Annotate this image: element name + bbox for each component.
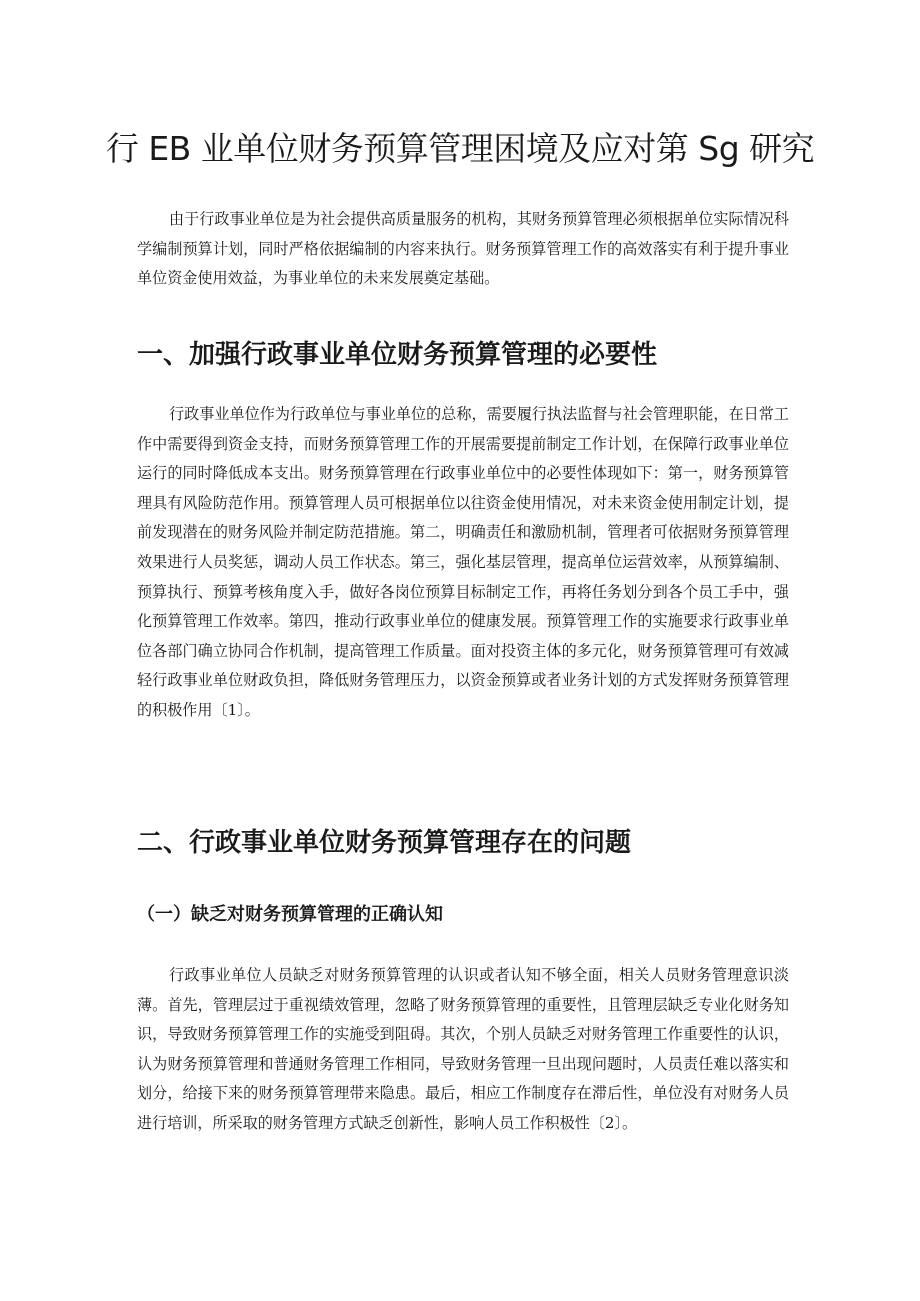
section-1-heading: 一、加强行政事业单位财务预算管理的必要性 — [137, 340, 658, 370]
subsection-1-heading: （一）缺乏对财务预算管理的正确认知 — [137, 904, 443, 925]
subsection-1-paragraph: 行政事业单位人员缺乏对财务预算管理的认识或者认知不够全面，相关人员财务管理意识淡薄。首先，管理层过于重视绩效管理，忽略了财务预算管理的重要性，且管理层缺乏专业化财务知识，导致财务预算管理工作的实施受到阻碍。其次，个别人员缺乏对财务管理工作重要性的认识，认为财务预算管理和普通财务管理工作相同，导致财务管理一旦出现问题时，人员责任难以落实和划分，给接下来的财务预算管理带来隐患。最后，相应工作制度存在滞后性，单位没有对财务人员进行培训，所采取的财务管理方式缺乏创新性，影响人员工作积极性〔2〕。 — [137, 966, 789, 1132]
document-title: 行 EB 业单位财务预算管理困境及应对第 Sg 研究 — [105, 129, 815, 168]
intro-paragraph: 由于行政事业单位是为社会提供高质量服务的机构，其财务预算管理必须根据单位实际情况科学编制预算计划，同时严格依据编制的内容来执行。财务预算管理工作的高效落实有利于提升事业单位资金使用效益，为事业单位的未来发展奠定基础。 — [137, 210, 789, 288]
section-1-paragraph: 行政事业单位作为行政单位与事业单位的总称，需要履行执法监督与社会管理职能，在日常工作中需要得到资金支持，而财务预算管理工作的开展需要提前制定工作计划，在保障行政事业单位运行的同时降低成本支出。财务预算管理在行政事业单位中的必要性体现如下：第一，财务预算管理具有风险防范作用。预算管理人员可根据单位以往资金使用情况，对未来资金使用制定计划，提前发现潜在的财务风险并制定防范措施。第二，明确责任和激励机制，管理者可依据财务预算管理效果进行人员奖惩，调动人员工作状态。第三，强化基层管理，提高单位运营效率，从预算编制、预算执行、预算考核角度入手，做好各岗位预算目标制定工作，再将任务划分到各个员工手中，强化预算管理工作效率。第四，推动行政事业单位的健康发展。预算管理工作的实施要求行政事业单位各部门确立协同合作机制，提高管理工作质量。面对投资主体的多元化，财务预算管理可有效减轻行政事业单位财政负担，降低财务管理压力，以资金预算或者业务计划的方式发挥财务预算管理的积极作用〔1〕。 — [137, 405, 789, 719]
section-2-heading: 二、行政事业单位财务预算管理存在的问题 — [137, 828, 632, 858]
